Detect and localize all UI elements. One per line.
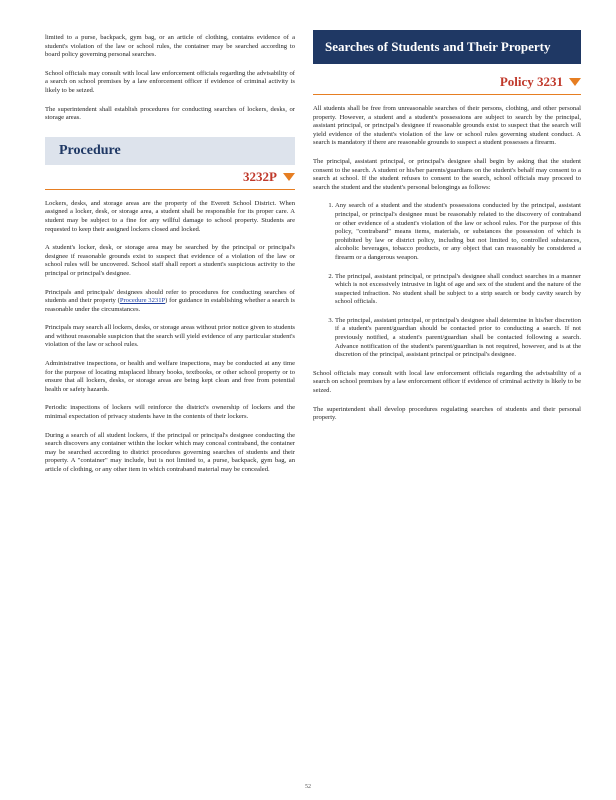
down-triangle-icon bbox=[569, 78, 581, 86]
procedure-3231p-link[interactable]: Procedure 3231P bbox=[119, 297, 166, 305]
procedure-heading-band bbox=[45, 137, 295, 165]
page-number: 52 bbox=[305, 784, 311, 790]
procedure-heading: Procedure bbox=[59, 142, 121, 158]
left-column bbox=[45, 34, 295, 485]
divider bbox=[45, 189, 295, 190]
policy-title: Searches of Students and Their Property bbox=[325, 39, 551, 54]
procedure-paragraph-6: Periodic inspections of lockers will reinforce the district's ownership of lockers and the minimal expectation of privacy students have in the contents of their lockers. bbox=[45, 404, 295, 421]
procedure-paragraph-3-tail: ) for guidance in establishing whether a search is reasonable under the circumstances. bbox=[45, 297, 295, 313]
down-triangle-icon bbox=[283, 173, 295, 181]
policy-list-item: 1. Any search of a student and the student's possessions conducted by the principal, assistant principal, or principal's designee must be reasonably related to the discovery of contraband or other evidence of a student's violation of the law or school rules. For the purpose of this policy, "contraband" means items, materials, or substances the possession of which is prohibited by law or district policy, including but not limited to, controlled substances, alcoholic beverages, tobacco products, or any object that can reasonably be considered a firearm or a dangerous weapon. bbox=[335, 202, 581, 262]
procedure-paragraph-3 bbox=[45, 289, 295, 315]
policy-list bbox=[313, 202, 581, 360]
procedure-paragraph-2: A student's locker, desk, or storage area may be searched by the principal or principal's designee if reasonable grounds exist to suspect that evidence of a violation of the law or school rules will be uncovered. School staff shall report a student's suspicious activity to the principal or principal's designee. bbox=[45, 244, 295, 277]
policy-title-box bbox=[313, 30, 581, 64]
procedure-paragraph-7: During a search of all student lockers, if the principal or principal's designee conducting the search discovers any container within the locker which may conceal contraband, the container may be searched according to district procedures governing searches of students and their property. A "container" may include, but is not limited to, a purse, backpack, gym bag, an article of clothing, or any other item in which contraband material may be concealed. bbox=[45, 431, 295, 473]
policy-paragraph-4: The superintendent shall develop procedures regulating searches of students and their personal property. bbox=[313, 405, 581, 422]
left-top-paragraph-1: limited to a purse, backpack, gym bag, or an article of clothing, contains evidence of a student's violation of the law or school rules, the container may be searched according to board policy governing personal searches. bbox=[45, 34, 295, 59]
procedure-paragraph-4: Principals may search all lockers, desks, or storage areas without prior notice given to students and without reasonable suspicion that the search will yield evidence of any particular student's violation of the law or school rules. bbox=[45, 324, 295, 349]
right-column bbox=[313, 30, 581, 433]
policy-code: Policy 3231 bbox=[499, 74, 563, 89]
left-top-paragraph-2: School officials may consult with local law enforcement officials regarding the advisability of a search on school premises by a law enforcement officer if evidence of criminal activity is likely to be seized. bbox=[45, 69, 295, 94]
policy-paragraph-1: All students shall be free from unreasonable searches of their persons, clothing, and other personal property. However, a student and a student's possessions are subject to search by the principal, assistant principal, or principal's designee if reasonable grounds exist to suspect that the search will yield evidence of the student's violation of the law or school rules governing student conduct. A search is mandatory if there are reasonable grounds to suspect a student possesses a firearm. bbox=[313, 105, 581, 147]
policy-list-item: 3. The principal, assistant principal, or principal's designee shall determine in his/her discretion if a student's parent/guardian should be contacted prior to conducting a search. If not previously notified, a student's parent/guardian shall be contacted following a search. Advance notification of the student's parent/guardian is not required, however, and is at the discretion of the principal, assistant principal or principal's designee. bbox=[335, 317, 581, 360]
procedure-code-row bbox=[45, 169, 295, 185]
left-top-paragraph-3: The superintendent shall establish procedures for conducting searches of lockers, desks, or storage areas. bbox=[45, 105, 295, 122]
procedure-code: 3232P bbox=[243, 168, 277, 184]
procedure-paragraph-3-text: Principals and principals' designees should refer to procedures for conducting searches of students and their property ( bbox=[45, 288, 295, 305]
divider bbox=[313, 94, 581, 95]
policy-code-row bbox=[313, 74, 581, 90]
policy-paragraph-2: The principal, assistant principal, or principal's designee shall begin by asking that the student consent to the search. A student or his/her parents/guardians on the student's behalf may consent to a search at school. If the student refuses to consent to the search, school officials may proceed to search the student and the student's personal belongings as follows: bbox=[313, 157, 581, 191]
policy-paragraph-3: School officials may consult with local law enforcement officials regarding the advisability of a search on school premises by a law enforcement officer if evidence of criminal activity is likely to be seized. bbox=[313, 369, 581, 395]
procedure-paragraph-5: Administrative inspections, or health and welfare inspections, may be conducted at any time for the purpose of locating misplaced library books, textbooks, or other school property or to ensure that all lockers, desks, or storage areas are being kept clean and free from potential health or safety hazards. bbox=[45, 360, 295, 393]
procedure-paragraph-1: Lockers, desks, and storage areas are the property of the Everett School District. When assigned a locker, desk, or storage area, a student shall be responsible for its proper care. A student may be subject to a fine for any willful damage to school property. Students are requested to keep their assigned lockers closed and locked. bbox=[45, 199, 295, 233]
policy-list-item: 2. The principal, assistant principal, or principal's designee shall conduct searches in a manner which is not excessively intrusive in light of age and sex of the student and the nature of the suspected infraction. No student shall be subject to a strip search or body cavity search by school officials. bbox=[335, 273, 581, 307]
